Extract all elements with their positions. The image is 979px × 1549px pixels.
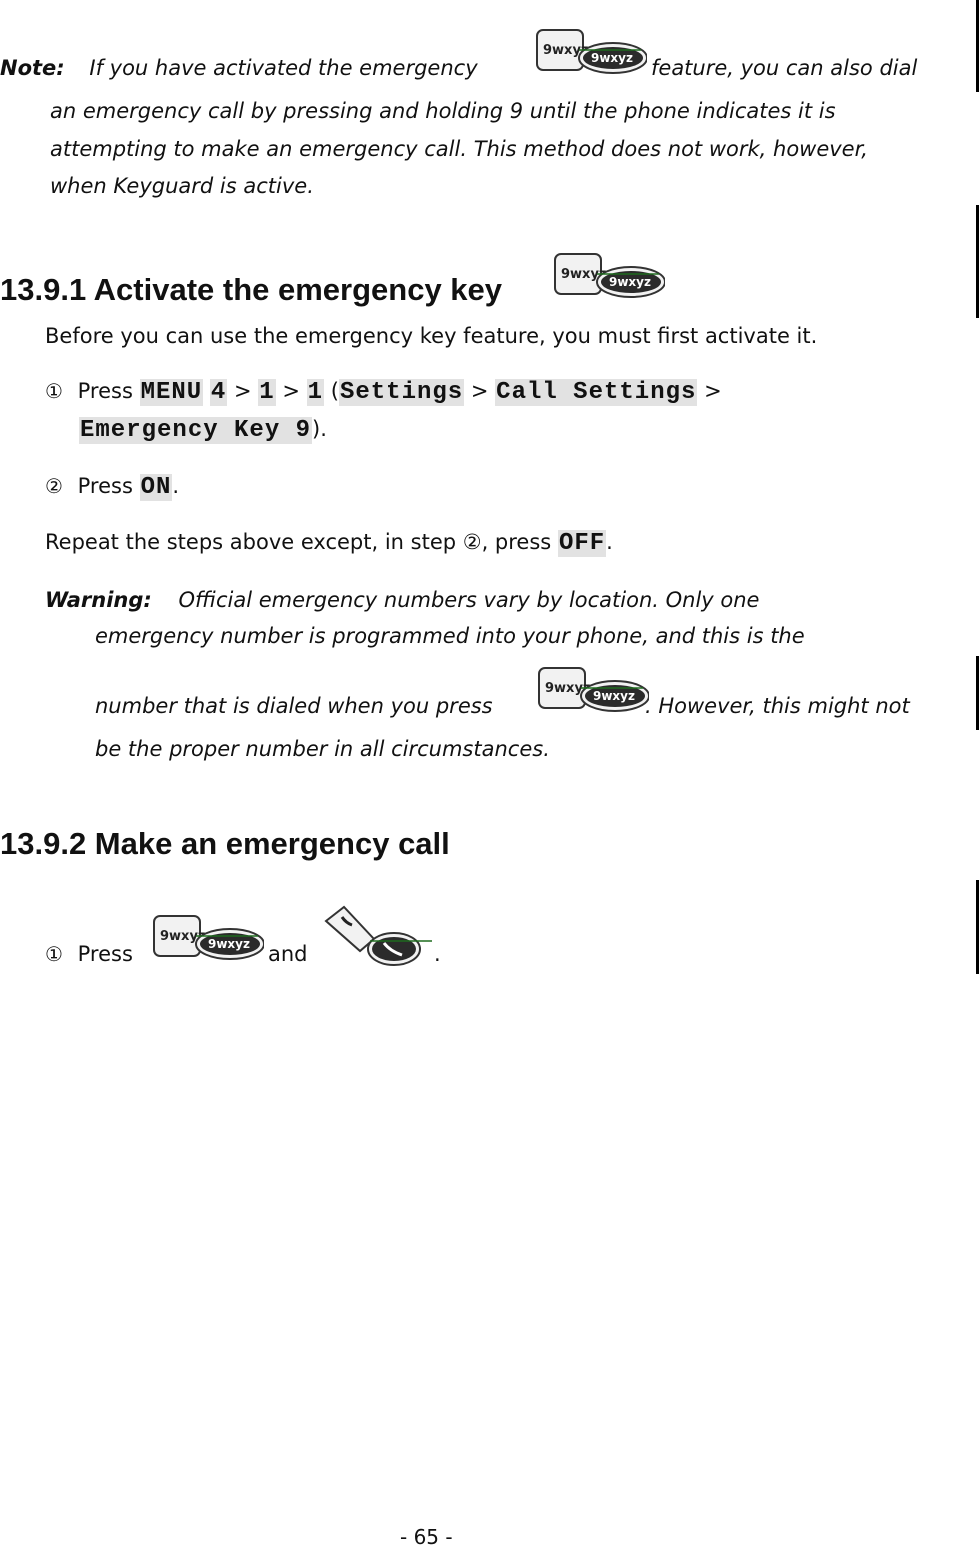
note-line-3: attempting to make an emergency call. This method does not work, however, — [50, 137, 868, 161]
menu-call-settings: Call Settings — [496, 379, 697, 406]
menu-emergency-key: Emergency Key 9 — [80, 417, 312, 444]
key-1: 1 — [259, 379, 275, 406]
warning-line-3b: . However, this might not — [645, 694, 910, 718]
note-label: Note: — [0, 56, 65, 80]
section-intro: Before you can use the emergency key feature, you must first activate it. — [45, 324, 818, 348]
nine-key-icon — [553, 252, 665, 304]
step-press: Press — [77, 379, 133, 403]
step-marker: ① — [45, 942, 63, 966]
key-on: ON — [140, 474, 172, 501]
step-marker: ② — [45, 474, 63, 498]
warning-line-4: be the proper number in all circumstances. — [95, 737, 550, 761]
step-1-cont — [79, 417, 327, 444]
step-press: Press — [77, 942, 133, 966]
warning-line-3a: number that is dialed when you press — [95, 694, 493, 718]
send-key-icon — [322, 905, 434, 969]
note-line-2: an emergency call by pressing and holding 9 until the phone indicates it is — [50, 99, 836, 123]
warning-line-1 — [45, 588, 759, 612]
gt: > — [704, 379, 722, 403]
repeat-text: Repeat the steps above except, in step ②, press — [45, 530, 552, 554]
note-text: If you have activated the emergency — [89, 56, 478, 80]
key-menu: MENU — [140, 379, 203, 406]
section-heading: 13.9.1 Activate the emergency key — [0, 272, 503, 307]
step-press: Press — [77, 474, 133, 498]
warning-label: Warning: — [45, 588, 152, 612]
key-off: OFF — [558, 530, 606, 557]
note-line-4: when Keyguard is active. — [50, 174, 314, 198]
gt: > — [470, 379, 489, 403]
section-heading: 13.9.2 Make an emergency call — [0, 826, 450, 861]
menu-settings: Settings — [339, 379, 464, 406]
key-1: 1 — [307, 379, 324, 406]
paren: ( — [330, 379, 339, 403]
page-number: - 65 - — [400, 1525, 453, 1549]
nine-key-icon — [537, 666, 649, 718]
repeat-line — [45, 530, 613, 557]
step-marker: ① — [45, 379, 63, 403]
dot: . — [434, 942, 441, 966]
call-step-1 — [45, 942, 133, 966]
dot: . — [172, 474, 180, 498]
warning-line-2: emergency number is programmed into your phone, and this is the — [95, 624, 805, 648]
key-4: 4 — [210, 379, 227, 406]
dot: . — [606, 530, 613, 554]
nine-key-icon — [535, 28, 647, 80]
step-1 — [45, 379, 722, 406]
note-line-1-end: feature, you can also dial — [651, 56, 918, 80]
gt: > — [233, 379, 252, 403]
paren-close: ). — [312, 417, 327, 441]
gt: > — [282, 379, 300, 403]
nine-key-icon — [152, 914, 264, 966]
and-text: and — [268, 942, 308, 966]
step-2 — [45, 474, 179, 501]
warning-text: Official emergency numbers vary by location. Only one — [178, 588, 760, 612]
note-line-1 — [0, 56, 478, 80]
